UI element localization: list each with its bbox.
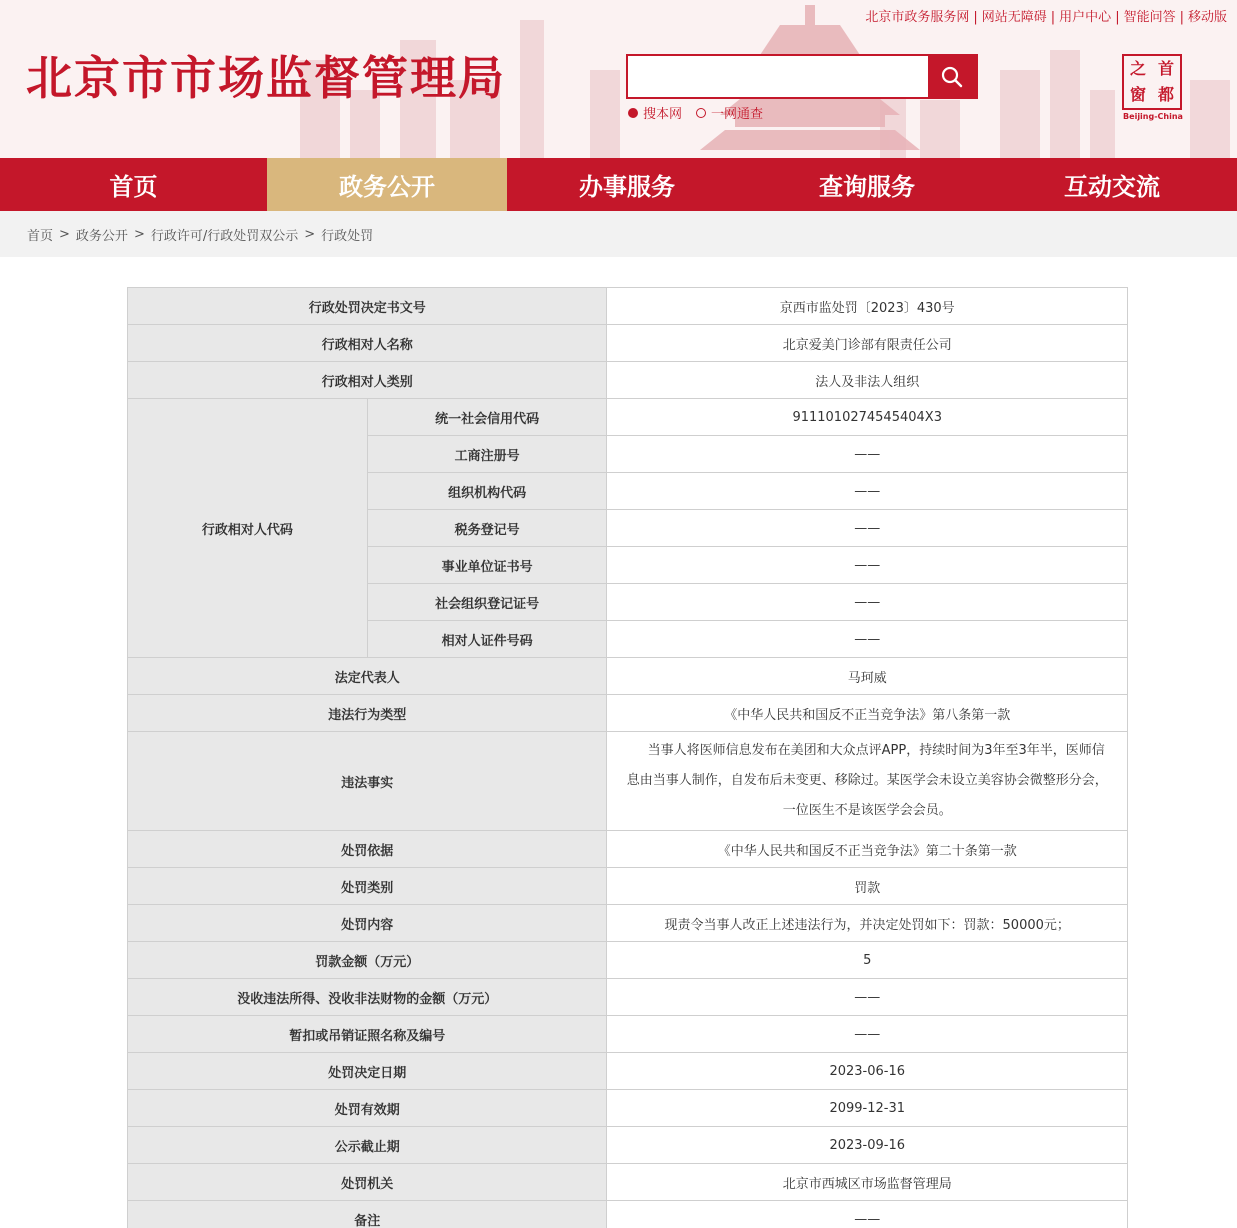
link-mobile[interactable]: 移动版 bbox=[1187, 10, 1227, 25]
org-code-value: —— bbox=[607, 473, 1128, 510]
penalty-detail-table bbox=[127, 287, 1128, 1228]
link-user-center[interactable]: 用户中心 bbox=[1059, 10, 1112, 25]
table-row bbox=[128, 1164, 1128, 1201]
penalty-content-value: 现责令当事人改正上述违法行为，并决定处罚如下：罚款：50000元； bbox=[607, 905, 1128, 942]
site-header bbox=[0, 0, 1237, 158]
nav-query[interactable]: 查询服务 bbox=[819, 173, 915, 201]
seal-char: 都 bbox=[1157, 85, 1174, 104]
publish-end-value: 2023-09-16 bbox=[607, 1127, 1128, 1164]
breadcrumb-separator: > bbox=[59, 226, 70, 242]
penalty-type-label: 处罚类别 bbox=[128, 868, 607, 905]
search-icon bbox=[941, 66, 963, 88]
search-scope-site-label: 搜本网 bbox=[643, 107, 683, 122]
inst-cert-label: 事业单位证书号 bbox=[367, 547, 607, 584]
search-scope-all-label: 一网通查 bbox=[711, 107, 764, 122]
facts-line: 一位医生不是该医学会会员。 bbox=[782, 803, 952, 818]
main-nav bbox=[0, 158, 1237, 211]
social-org-value: —— bbox=[607, 584, 1128, 621]
confiscation-value: —— bbox=[607, 979, 1128, 1016]
biz-reg-label: 工商注册号 bbox=[367, 436, 607, 473]
credit-code-value: 9111010274545404X3 bbox=[607, 399, 1128, 436]
license-value: —— bbox=[607, 1016, 1128, 1053]
authority-label: 处罚机关 bbox=[128, 1164, 607, 1201]
search-scope-all[interactable] bbox=[696, 103, 763, 122]
fine-value: 5 bbox=[607, 942, 1128, 979]
table-row bbox=[128, 399, 1128, 436]
nav-home[interactable]: 首页 bbox=[109, 173, 158, 201]
breadcrumb-home[interactable]: 首页 bbox=[27, 228, 54, 244]
separator: | bbox=[1179, 10, 1184, 25]
table-row bbox=[128, 1090, 1128, 1127]
valid-until-label: 处罚有效期 bbox=[128, 1090, 607, 1127]
breadcrumb-separator: > bbox=[304, 226, 316, 242]
table-row bbox=[128, 905, 1128, 942]
breadcrumb-gov-affairs[interactable]: 政务公开 bbox=[75, 228, 128, 244]
license-label: 暂扣或吊销证照名称及编号 bbox=[128, 1016, 607, 1053]
biz-reg-value: —— bbox=[607, 436, 1128, 473]
nav-services[interactable]: 办事服务 bbox=[579, 173, 675, 201]
radio-unchecked-icon bbox=[696, 108, 706, 118]
publish-end-label: 公示截止期 bbox=[128, 1127, 607, 1164]
search-input[interactable] bbox=[628, 56, 928, 97]
doc-no-value: 京西市监处罚〔2023〕430号 bbox=[607, 288, 1128, 325]
search-button[interactable] bbox=[928, 56, 976, 97]
decision-date-value: 2023-06-16 bbox=[607, 1053, 1128, 1090]
legal-rep-value: 马珂威 bbox=[607, 658, 1128, 695]
breadcrumb-dual-publicity[interactable]: 行政许可/行政处罚双公示 bbox=[150, 228, 299, 244]
table-row bbox=[128, 868, 1128, 905]
doc-no-label: 行政处罚决定书文号 bbox=[128, 288, 607, 325]
facts-value bbox=[607, 732, 1128, 831]
link-gov-service[interactable]: 北京市政务服务网 bbox=[865, 10, 970, 25]
credit-code-label: 统一社会信用代码 bbox=[367, 399, 607, 436]
seal-subtitle: Beijing-China bbox=[1123, 112, 1183, 121]
separator: | bbox=[1050, 10, 1056, 25]
top-links bbox=[865, 6, 1227, 25]
violation-type-label: 违法行为类型 bbox=[128, 695, 607, 732]
basis-value: 《中华人民共和国反不正当竞争法》第二十条第一款 bbox=[607, 831, 1128, 868]
seal-char: 窗 bbox=[1129, 85, 1146, 104]
basis-label: 处罚依据 bbox=[128, 831, 607, 868]
main-content bbox=[0, 257, 1237, 1228]
facts-line: 息由当事人制作，自发布后未变更、移除过。某医学会未设立美容协会微整形分会， bbox=[626, 773, 1108, 788]
legal-rep-label: 法定代表人 bbox=[128, 658, 607, 695]
search-scope bbox=[628, 103, 763, 122]
decision-date-label: 处罚决定日期 bbox=[128, 1053, 607, 1090]
separator: | bbox=[973, 10, 978, 25]
social-org-label: 社会组织登记证号 bbox=[367, 584, 607, 621]
breadcrumb bbox=[0, 211, 1237, 257]
breadcrumb-penalty[interactable]: 行政处罚 bbox=[321, 228, 374, 244]
party-name-value: 北京爱美门诊部有限责任公司 bbox=[607, 325, 1128, 362]
party-name-label: 行政相对人名称 bbox=[128, 325, 607, 362]
table-row bbox=[128, 979, 1128, 1016]
site-title[interactable]: 北京市市场监督管理局 bbox=[26, 51, 506, 105]
radio-checked-icon bbox=[628, 108, 638, 118]
table-row bbox=[128, 362, 1128, 399]
tax-reg-value: —— bbox=[607, 510, 1128, 547]
capital-window-logo[interactable] bbox=[1122, 54, 1184, 124]
search-scope-site[interactable] bbox=[628, 103, 682, 122]
table-row bbox=[128, 1127, 1128, 1164]
penalty-content-label: 处罚内容 bbox=[128, 905, 607, 942]
separator: | bbox=[1115, 10, 1120, 25]
nav-interaction[interactable]: 互动交流 bbox=[1064, 173, 1160, 201]
tax-reg-label: 税务登记号 bbox=[367, 510, 607, 547]
authority-value: 北京市西城区市场监督管理局 bbox=[607, 1164, 1128, 1201]
link-accessibility[interactable]: 网站无障碍 bbox=[981, 10, 1047, 25]
confiscation-label: 没收违法所得、没收非法财物的金额（万元） bbox=[128, 979, 607, 1016]
table-row bbox=[128, 325, 1128, 362]
table-row bbox=[128, 942, 1128, 979]
search-box bbox=[626, 54, 978, 99]
remark-value: —— bbox=[607, 1201, 1128, 1228]
table-row bbox=[128, 1201, 1128, 1228]
violation-type-value: 《中华人民共和国反不正当竞争法》第八条第一款 bbox=[607, 695, 1128, 732]
seal-char: 之 bbox=[1129, 59, 1146, 78]
valid-until-value: 2099-12-31 bbox=[607, 1090, 1128, 1127]
table-row bbox=[128, 658, 1128, 695]
breadcrumb-separator: > bbox=[133, 226, 145, 242]
party-code-group-label: 行政相对人代码 bbox=[128, 399, 368, 658]
link-smart-qa[interactable]: 智能问答 bbox=[1123, 10, 1176, 25]
table-row bbox=[128, 1053, 1128, 1090]
table-row bbox=[128, 831, 1128, 868]
nav-gov-affairs[interactable]: 政务公开 bbox=[267, 158, 507, 211]
facts-label: 违法事实 bbox=[128, 732, 607, 831]
table-row bbox=[128, 1016, 1128, 1053]
table-row bbox=[128, 288, 1128, 325]
table-row bbox=[128, 732, 1128, 831]
facts-line: 当事人将医师信息发布在美团和大众点评APP，持续时间为3年至3年半，医师信 bbox=[647, 743, 1105, 758]
inst-cert-value: —— bbox=[607, 547, 1128, 584]
table-row bbox=[128, 695, 1128, 732]
party-type-label: 行政相对人类别 bbox=[128, 362, 607, 399]
seal-box bbox=[1122, 54, 1182, 110]
id-cert-label: 相对人证件号码 bbox=[367, 621, 607, 658]
org-code-label: 组织机构代码 bbox=[367, 473, 607, 510]
party-type-value: 法人及非法人组织 bbox=[607, 362, 1128, 399]
id-cert-value: —— bbox=[607, 621, 1128, 658]
fine-label: 罚款金额（万元） bbox=[128, 942, 607, 979]
remark-label: 备注 bbox=[128, 1201, 607, 1228]
seal-char: 首 bbox=[1157, 59, 1174, 78]
penalty-type-value: 罚款 bbox=[607, 868, 1128, 905]
